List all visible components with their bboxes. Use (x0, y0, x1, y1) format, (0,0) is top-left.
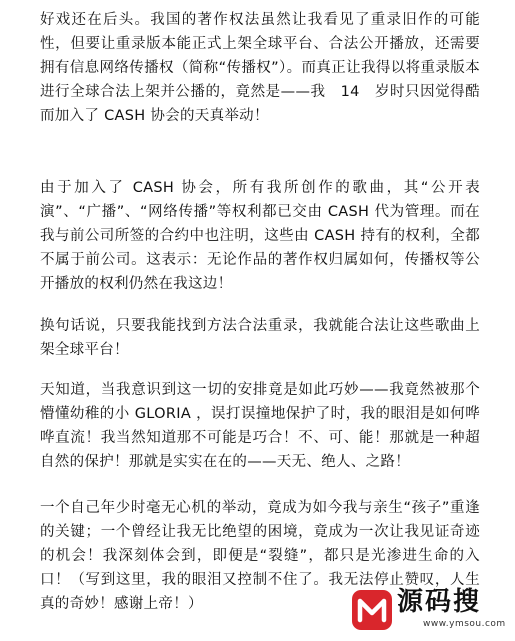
site-watermark (351, 585, 509, 635)
paragraph-3: 换句话说，只要我能找到方法合法重录，我就能合法让这些歌曲上架全球平台！ (40, 318, 480, 358)
watermark-url: www.ymsou.com (423, 619, 506, 629)
paragraph-4: 天知道，当我意识到这一切的安排竟是如此巧妙——我竟然被那个懵懂幼稚的小 GLORIA ，误打误撞地保护了时，我的眼泪是如何哗哗直流！我当然知道那不可能是巧合！不、可、能！那就是一种超自然的保护！那就是实实在在的——天无、绝人、之路！ (40, 382, 480, 470)
paragraph-1: 好戏还在后头。我国的著作权法虽然让我看见了重录旧作的可能性，但要让重录版本能正式上架全球平台、合法公开播放，还需要拥有信息网络传播权（简称“传播权”）。而真正让我得以将重录版本进行全球合法上架并公播的，竟然是——我 14 岁时只因觉得酷而加入了 CASH 协会的天真举动！ (40, 12, 480, 124)
paragraph-2: 由于加入了 CASH 协会，所有我所创作的歌曲，其“公开表演”、“广播”、“网络传播”等权利都已交由 CASH 代为管理。而在我与前公司所签的合约中也注明，这些由 CASH 持有的权利，全都不属于前公司。这表示：无论作品的著作权归属如何，传播权等公开播放的权利仍然在我这边！ (40, 180, 480, 292)
watermark-name: 源码搜 (397, 587, 482, 617)
m-logo-icon (351, 589, 393, 631)
paragraph-5: 一个自己年少时毫无心机的举动，竟成为如今我与亲生“孩子”重逢的关键；一个曾经让我无比绝望的困境，竟成为一次让我见证奇迹的机会！我深刻体会到，即便是“裂缝”，都只是光渗进生命的入口！（写到这里，我的眼泪又控制不住了。我无法停止赞叹，人生真的奇妙！感谢上帝！） (40, 500, 480, 612)
